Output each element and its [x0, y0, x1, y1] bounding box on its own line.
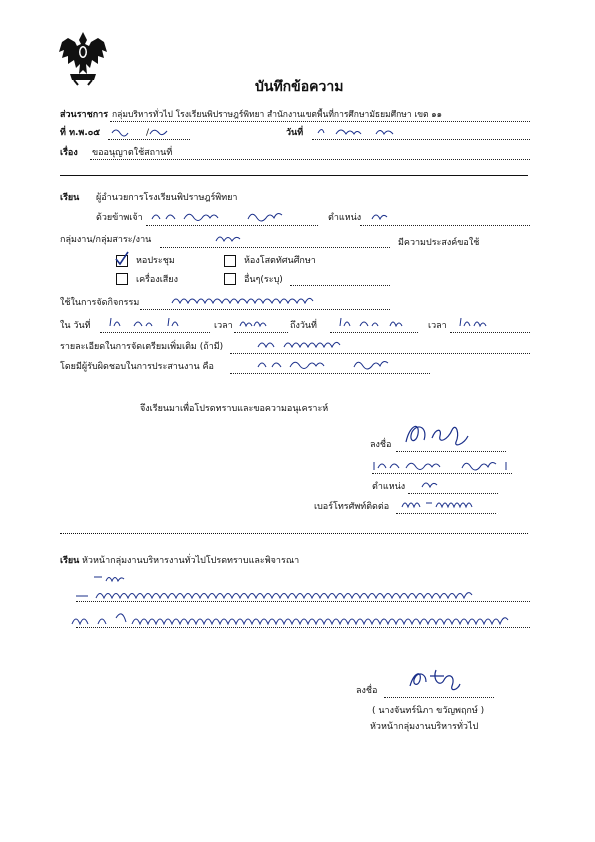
- date-to-handwriting: [338, 316, 408, 330]
- coordinator-label: โดยมีผู้รับผิดชอบในการประสานงาน คือ: [60, 362, 214, 372]
- request-to-value: ผู้อำนวยการโรงเรียนพิปราษฎร์พิทยา: [96, 193, 238, 203]
- phone-handwriting: [400, 497, 480, 511]
- reviewer-signature: [404, 666, 464, 694]
- subject-dotline: [90, 159, 530, 160]
- memo-title: บันทึกข้อความ: [255, 79, 344, 95]
- details-label: รายละเอียดในการจัดเตรียมเพิ่มเติม (ถ้ามี): [60, 342, 224, 352]
- ref-dotline: [108, 139, 190, 140]
- applicant-print-name-dotline: [372, 473, 512, 474]
- review-dotline-1: [76, 601, 530, 602]
- activity-handwriting: [170, 293, 330, 307]
- ref-label: ที่ ท.พ.๐๕: [60, 128, 101, 138]
- memo-date-handwriting: [316, 125, 406, 137]
- coordinator-handwriting: [256, 357, 406, 371]
- sign-position-dotline: [408, 493, 498, 494]
- time-from-handwriting: [238, 316, 268, 330]
- date-from-label: ใน วันที่: [60, 321, 91, 331]
- option-label-auditorium: หอประชุม: [136, 256, 175, 266]
- ref-handwriting: [110, 125, 170, 137]
- option-checkbox-sound[interactable]: [116, 273, 128, 285]
- option-checkbox-av-room[interactable]: [224, 255, 236, 267]
- date-dotline: [312, 139, 530, 140]
- details-handwriting: [256, 337, 356, 351]
- option-label-av-room: ห้องโสตทัศนศึกษา: [244, 256, 316, 266]
- review-sign-label: ลงชื่อ: [356, 686, 378, 696]
- position-label: ตำแหน่ง: [328, 213, 362, 223]
- by-label: ด้วยข้าพเจ้า: [96, 213, 143, 223]
- coordinator-dotline: [230, 373, 430, 374]
- option-label-other: อื่นๆ(ระบุ): [244, 275, 283, 285]
- date-to-dotline: [330, 332, 418, 333]
- applicant-dotline: [146, 225, 318, 226]
- time-to-handwriting: [458, 316, 488, 330]
- other-dotline: [290, 285, 390, 286]
- date-from-handwriting: [108, 316, 188, 330]
- applicant-name-handwriting: [150, 209, 310, 223]
- subject-value: ขออนุญาตใช้สถานที่: [92, 148, 173, 158]
- section-label: ส่วนราชการ: [60, 110, 109, 120]
- dept-label: กลุ่มงาน/กลุ่มสาระ/งาน: [60, 235, 152, 245]
- option-label-sound: เครื่องเสียง: [136, 275, 178, 285]
- ref-separator: /: [146, 128, 150, 138]
- option-checkbox-auditorium[interactable]: [116, 255, 128, 267]
- review-sign-name: ( นางจันทร์นิภา ขวัญพฤกษ์ ): [372, 706, 485, 716]
- date-label: วันที่: [286, 128, 304, 138]
- check-mark-icon: [115, 252, 129, 266]
- date-from-dotline: [100, 332, 210, 333]
- option-checkbox-other[interactable]: [224, 273, 236, 285]
- section-dotline: [110, 121, 530, 122]
- time-from-label: เวลา: [214, 321, 233, 331]
- dept-handwriting: [214, 231, 244, 245]
- middle-rule: [60, 533, 528, 534]
- applicant-print-name-handwriting: [372, 458, 512, 472]
- date-to-label: ถึงวันที่: [290, 321, 317, 331]
- phone-dotline: [396, 513, 496, 514]
- applicant-sign-label: ลงชื่อ: [370, 440, 392, 450]
- subject-label: เรื่อง: [60, 148, 78, 158]
- closing-text: จึงเรียนมาเพื่อโปรดทราบและขอความอนุเคราะห์: [140, 404, 329, 414]
- garuda-emblem-icon: [58, 30, 108, 86]
- phone-label: เบอร์โทรศัพท์ติดต่อ: [314, 502, 390, 512]
- header-rule: [60, 175, 528, 176]
- review-sign-dotline: [384, 697, 494, 698]
- section-value: กลุ่มบริหารทั่วไป โรงเรียนพิปราษฎร์พิทยา สำนักงานเขตพื้นที่การศึกษามัธยมศึกษา เขต ๑๑: [112, 110, 443, 120]
- activity-dotline: [140, 309, 390, 310]
- time-from-dotline: [234, 332, 288, 333]
- sign-position-label: ตำแหน่ง: [372, 482, 406, 492]
- review-dotline-2: [76, 627, 530, 628]
- review-to-value: หัวหน้ากลุ่มงานบริหารงานทั่วไปโปรดทราบและพิจารณา: [82, 556, 300, 566]
- time-to-label: เวลา: [428, 321, 447, 331]
- applicant-sign-dotline: [396, 451, 506, 452]
- review-sign-position: หัวหน้ากลุ่มงานบริหารทั่วไป: [370, 722, 479, 732]
- time-to-dotline: [450, 332, 530, 333]
- dept-dotline: [160, 247, 390, 248]
- details-dotline: [230, 353, 530, 354]
- review-note-handwriting: [70, 582, 540, 632]
- purpose-suffix: มีความประสงค์ขอใช้: [398, 238, 480, 248]
- sign-position-handwriting: [420, 477, 440, 491]
- applicant-position-handwriting: [370, 209, 390, 223]
- activity-label: ใช้ในการจัดกิจกรรม: [60, 298, 140, 308]
- position-dotline: [360, 225, 530, 226]
- request-to-label: เรียน: [60, 193, 80, 203]
- review-to-label: เรียน: [60, 556, 80, 566]
- applicant-signature: [398, 420, 478, 450]
